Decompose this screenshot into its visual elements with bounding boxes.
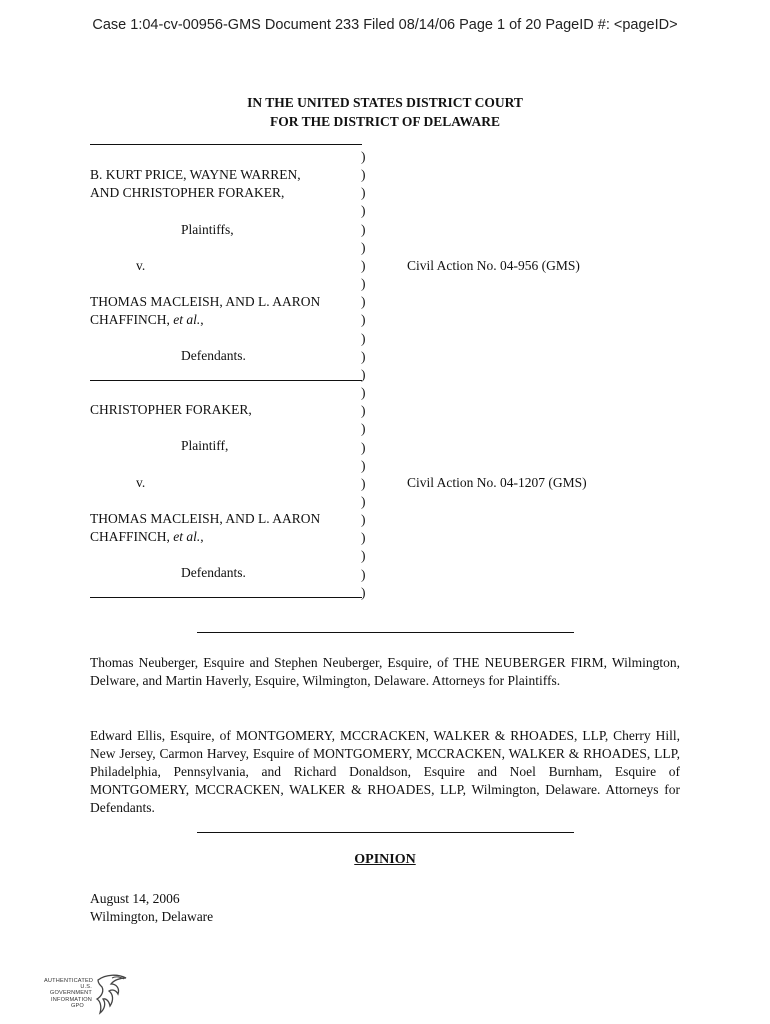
caption-parenthesis: )	[361, 312, 366, 328]
caption1-defendants-comma: ,	[200, 312, 204, 327]
caption-parenthesis: )	[361, 167, 366, 183]
court-line-2: FOR THE DISTRICT OF DELAWARE	[269, 113, 501, 129]
seal-line-4: GPO	[70, 1002, 84, 1009]
caption-parenthesis: )	[361, 475, 366, 491]
opinion-place: Wilmington, Delaware	[90, 909, 214, 924]
caption-parenthesis: )	[361, 493, 366, 509]
caption1-plaintiffs-role: Plaintiffs,	[181, 222, 234, 237]
caption2-defendants-name: CHAFFINCH,	[90, 529, 170, 544]
caption2-plaintiff-role: Plaintiff,	[181, 438, 229, 453]
separator-rule-bottom	[197, 832, 574, 833]
gpo-authentication-seal	[44, 972, 134, 1016]
caption-parenthesis: )	[361, 548, 366, 564]
opinion-title: OPINION	[354, 852, 416, 867]
caption2-civil-action: Civil Action No. 04-1207 (GMS)	[407, 475, 587, 490]
seal-line-2: U.S. GOVERNMENT	[49, 984, 92, 997]
caption-parenthesis: )	[361, 566, 366, 582]
caption2-et-al: et al.	[173, 529, 201, 544]
separator-rule-top	[197, 632, 574, 633]
caption-parenthesis: )	[361, 421, 366, 437]
caption2-defendants-comma: ,	[200, 529, 204, 544]
caption1-civil-action: Civil Action No. 04-956 (GMS)	[407, 258, 580, 273]
caption-parenthesis: )	[361, 584, 366, 600]
caption2-defendants-line1: THOMAS MACLEISH, AND L. AARON	[90, 511, 321, 526]
court-line-1: IN THE UNITED STATES DISTRICT COURT	[247, 95, 523, 110]
caption-parenthesis: )	[361, 330, 366, 346]
caption-parenthesis: )	[361, 457, 366, 473]
caption1-versus: v.	[136, 258, 146, 273]
caption2-versus: v.	[136, 475, 146, 490]
caption-parenthesis: )	[361, 239, 366, 255]
opinion-date: August 14, 2006	[90, 891, 180, 906]
caption1-et-al: et al.	[173, 312, 201, 327]
caption1-defendants-role: Defendants.	[181, 348, 246, 363]
caption1-plaintiffs-line1: B. KURT PRICE, WAYNE WARREN,	[90, 167, 301, 182]
seal-text	[44, 978, 92, 1009]
caption2-plaintiff-line1: CHRISTOPHER FORAKER,	[90, 402, 252, 417]
caption1-defendants-line2	[90, 311, 204, 329]
defendants-counsel-paragraph: Edward Ellis, Esquire, of MONTGOMERY, MCCRACKEN, WALKER & RHOADES, LLP, Cherry Hill, New Jersey, Carmon Harvey, Esquire of MONTGOMERY, MCCRACKEN, WALKER & RHOADES, LLP, Philadelphia, Pennsylvania, and Richard Donaldson, Esquire and Noel Burnham, Esquire of MONTGOMERY, MCCRACKEN, WALKER & RHOADES, LLP, Wilmington, Delaware. Attorneys for Defendants.	[90, 728, 680, 815]
caption1-defendants-name: CHAFFINCH,	[90, 312, 170, 327]
caption-parenthesis: )	[361, 403, 366, 419]
caption1-plaintiffs-line2: AND CHRISTOPHER FORAKER,	[90, 185, 285, 200]
caption-parenthesis: )	[361, 385, 366, 401]
caption-parenthesis: )	[361, 221, 366, 237]
caption2-bottom-rule	[90, 597, 362, 598]
caption-parenthesis: )	[361, 530, 366, 546]
seal-line-3: INFORMATION	[51, 996, 92, 1003]
seal-line-1: AUTHENTICATED	[44, 978, 94, 984]
caption-parenthesis: )	[361, 149, 366, 164]
caption-top-rule	[90, 144, 362, 145]
caption-parenthesis: )	[361, 257, 366, 273]
caption-parenthesis: )	[361, 276, 366, 292]
caption1-defendants-line1: THOMAS MACLEISH, AND L. AARON	[90, 294, 321, 309]
case-header: Case 1:04-cv-00956-GMS Document 233 Filed 08/14/06 Page 1 of 20 PageID #: <pageID>	[92, 17, 678, 33]
caption-parenthesis: )	[361, 294, 366, 310]
caption-parenthesis: )	[361, 185, 366, 201]
caption-parenthesis: )	[361, 348, 366, 364]
caption-parenthesis: )	[361, 439, 366, 455]
caption2-defendants-role: Defendants.	[181, 565, 246, 580]
court-heading	[0, 94, 770, 131]
caption2-defendants-line2	[90, 528, 204, 546]
eagle-icon	[94, 972, 130, 1016]
plaintiffs-counsel-paragraph: Thomas Neuberger, Esquire and Stephen Neuberger, Esquire, of THE NEUBERGER FIRM, Wilmington, Delware, and Martin Haverly, Esquire, Wilmington, Delaware. Attorneys for Plaintiffs.	[90, 655, 680, 688]
caption-parenthesis: )	[361, 203, 366, 219]
caption-parenthesis-column	[361, 148, 373, 602]
caption-parenthesis: )	[361, 366, 366, 382]
caption-parenthesis: )	[361, 512, 366, 528]
caption1-bottom-rule	[90, 380, 362, 381]
